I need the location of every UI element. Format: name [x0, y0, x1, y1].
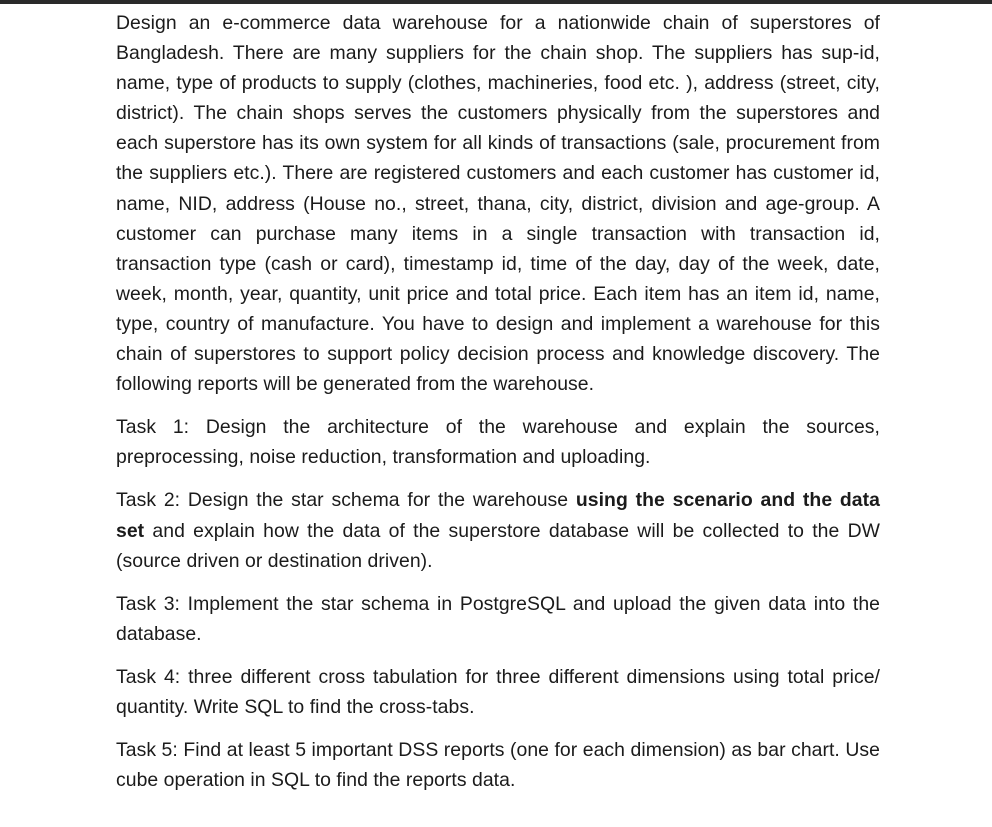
task-2-text-end: and explain how the data of the superstore database will be collected to the DW (source driven or destination driven).	[116, 519, 880, 572]
document-body	[116, 8, 880, 808]
task-1-paragraph: Task 1: Design the architecture of the warehouse and explain the sources, preprocessing, noise reduction, transformation and uploading.	[116, 416, 880, 469]
task-2-text-start: Task 2: Design the star schema for the warehouse	[116, 489, 576, 512]
task-5-paragraph: Task 5: Find at least 5 important DSS reports (one for each dimension) as bar chart. Use cube operation in SQL to find the reports data.	[116, 739, 880, 792]
task-2-paragraph	[116, 485, 880, 575]
intro-paragraph: Design an e-commerce data warehouse for a nationwide chain of superstores of Bangladesh. There are many suppliers for the chain shop. The suppliers has sup-id, name, type of products to supply (clothes, machineries, food etc. ), address (street, city, district). The chain shops serves the customers physically from the superstores and each superstore has its own system for all kinds of transactions (sale, procurement from the suppliers etc.). There are registered customers and each customer has customer id, name, NID, address (House no., street, thana, city, district, division and age-group. A customer can purchase many items in a single transaction with transaction id, transaction type (cash or card), timestamp id, time of the day, day of the week, date, week, month, year, quantity, unit price and total price. Each item has an item id, name, type, country of manufacture. You have to design and implement a warehouse for this chain of superstores to support policy decision process and knowledge discovery. The following reports will be generated from the warehouse.	[116, 12, 880, 396]
top-border	[0, 0, 992, 4]
task-2-bold-text: using the scenario and the data set	[116, 489, 880, 542]
task-4-paragraph: Task 4: three different cross tabulation for three different dimensions using total price/ quantity. Write SQL to find the cross-tabs.	[116, 665, 880, 718]
task-3-paragraph: Task 3: Implement the star schema in PostgreSQL and upload the given data into the database.	[116, 592, 880, 645]
